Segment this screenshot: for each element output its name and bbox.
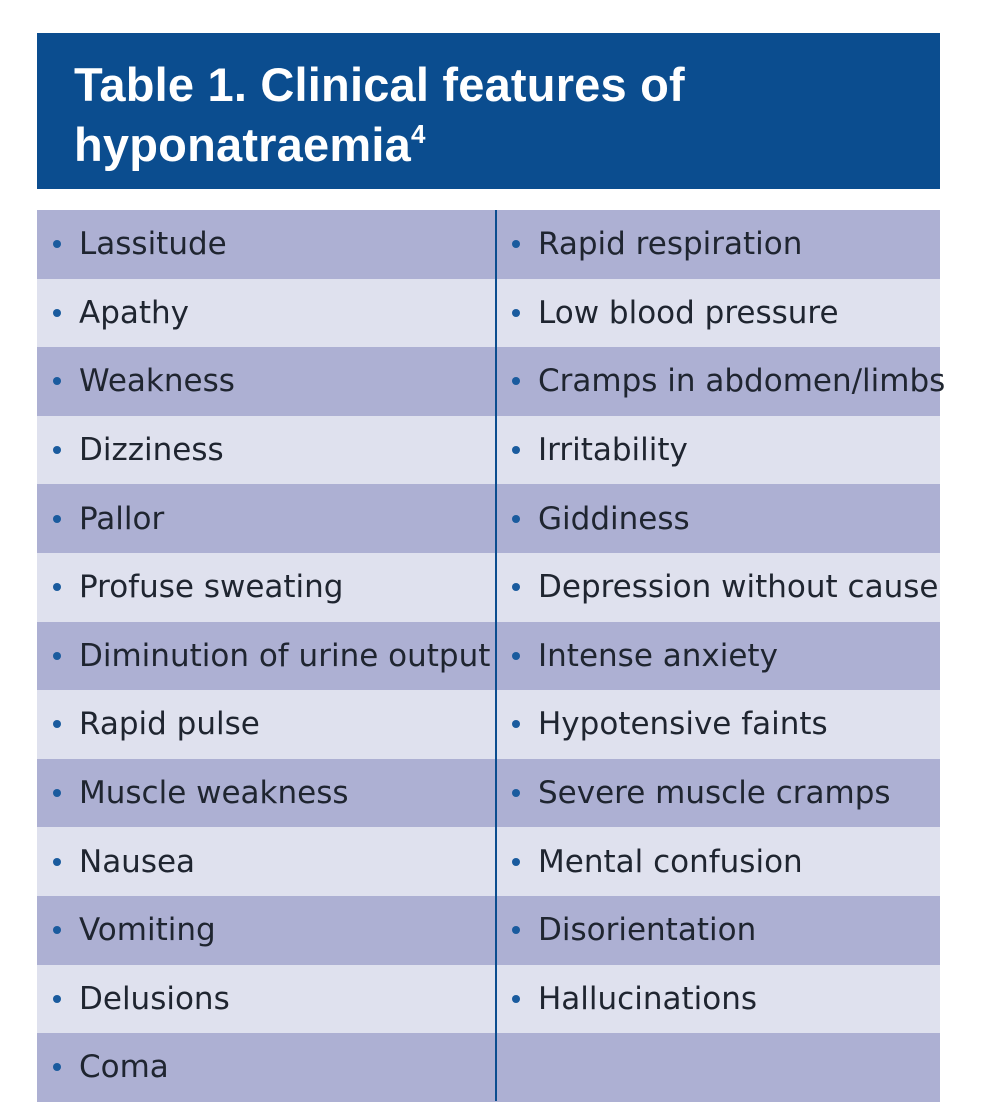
feature-label: Diminution of urine output — [79, 637, 491, 674]
feature-label: Severe muscle cramps — [538, 775, 891, 812]
left-column-cell — [37, 896, 496, 965]
feature-label: Irritability — [538, 432, 688, 469]
table-row — [37, 759, 940, 828]
table-row — [37, 965, 940, 1034]
bullet-icon — [53, 377, 61, 385]
bullet-icon — [512, 789, 520, 797]
feature-label: Coma — [79, 1049, 169, 1086]
bullet-icon — [512, 858, 520, 866]
bullet-icon — [512, 926, 520, 934]
table-row — [37, 896, 940, 965]
bullet-icon — [53, 240, 61, 248]
feature-label: Disorientation — [538, 912, 757, 949]
table-row — [37, 553, 940, 622]
bullet-icon — [512, 309, 520, 317]
bullet-icon — [512, 446, 520, 454]
left-column-cell — [37, 965, 496, 1034]
right-column-cell — [498, 759, 940, 828]
feature-label: Mental confusion — [538, 843, 803, 880]
column-divider — [495, 210, 497, 1101]
feature-label: Rapid pulse — [79, 706, 260, 743]
left-column-cell — [37, 690, 496, 759]
feature-label: Weakness — [79, 363, 235, 400]
feature-label: Profuse sweating — [79, 569, 344, 606]
bullet-icon — [53, 720, 61, 728]
right-column-cell — [498, 210, 940, 279]
table-row — [37, 690, 940, 759]
right-column-cell — [498, 279, 940, 348]
feature-label: Vomiting — [79, 912, 216, 949]
right-column-cell — [498, 965, 940, 1034]
table-row — [37, 1033, 940, 1102]
feature-label: Depression without cause — [538, 569, 939, 606]
feature-label: Muscle weakness — [79, 775, 349, 812]
table-row — [37, 416, 940, 485]
feature-label: Low blood pressure — [538, 294, 839, 331]
table-title — [74, 55, 910, 175]
right-column-cell — [498, 416, 940, 485]
bullet-icon — [53, 858, 61, 866]
right-column-cell — [498, 690, 940, 759]
right-column-cell — [498, 1033, 940, 1102]
left-column-cell — [37, 416, 496, 485]
feature-label: Apathy — [79, 294, 190, 331]
left-column-cell — [37, 553, 496, 622]
bullet-icon — [53, 789, 61, 797]
feature-label: Rapid respiration — [538, 226, 803, 263]
feature-label: Hallucinations — [538, 980, 758, 1017]
bullet-icon — [512, 240, 520, 248]
table-row — [37, 210, 940, 279]
table-row — [37, 827, 940, 896]
feature-label: Lassitude — [79, 226, 227, 263]
left-column-cell — [37, 1033, 496, 1102]
right-column-cell — [498, 553, 940, 622]
bullet-icon — [512, 583, 520, 591]
title-reference-superscript: 4 — [410, 119, 426, 149]
left-column-cell — [37, 279, 496, 348]
left-column-cell — [37, 622, 496, 691]
bullet-icon — [53, 515, 61, 523]
feature-label: Dizziness — [79, 432, 224, 469]
right-column-cell — [498, 827, 940, 896]
feature-label: Intense anxiety — [538, 637, 778, 674]
table-header — [37, 33, 940, 189]
bullet-icon — [53, 583, 61, 591]
bullet-icon — [512, 652, 520, 660]
left-column-cell — [37, 347, 496, 416]
right-column-cell — [498, 484, 940, 553]
bullet-icon — [53, 652, 61, 660]
bullet-icon — [53, 446, 61, 454]
table-row — [37, 622, 940, 691]
bullet-icon — [512, 377, 520, 385]
bullet-icon — [53, 926, 61, 934]
bullet-icon — [53, 309, 61, 317]
feature-label: Nausea — [79, 843, 196, 880]
bullet-icon — [512, 995, 520, 1003]
table-row — [37, 484, 940, 553]
right-column-cell — [498, 347, 946, 416]
bullet-icon — [512, 720, 520, 728]
table-row — [37, 347, 946, 416]
bullet-icon — [512, 515, 520, 523]
left-column-cell — [37, 759, 496, 828]
feature-label: Cramps in abdomen/limbs — [538, 363, 946, 400]
table-title-text: Table 1. Clinical features of hyponatraemia — [74, 58, 685, 171]
left-column-cell — [37, 827, 496, 896]
left-column-cell — [37, 210, 496, 279]
right-column-cell — [498, 896, 940, 965]
feature-label: Hypotensive faints — [538, 706, 828, 743]
feature-label: Delusions — [79, 980, 230, 1017]
clinical-features-table — [37, 210, 946, 1101]
left-column-cell — [37, 484, 496, 553]
table-row — [37, 279, 940, 348]
bullet-icon — [53, 995, 61, 1003]
feature-label: Pallor — [79, 500, 165, 537]
bullet-icon — [53, 1063, 61, 1071]
right-column-cell — [498, 622, 940, 691]
feature-label: Giddiness — [538, 500, 690, 537]
